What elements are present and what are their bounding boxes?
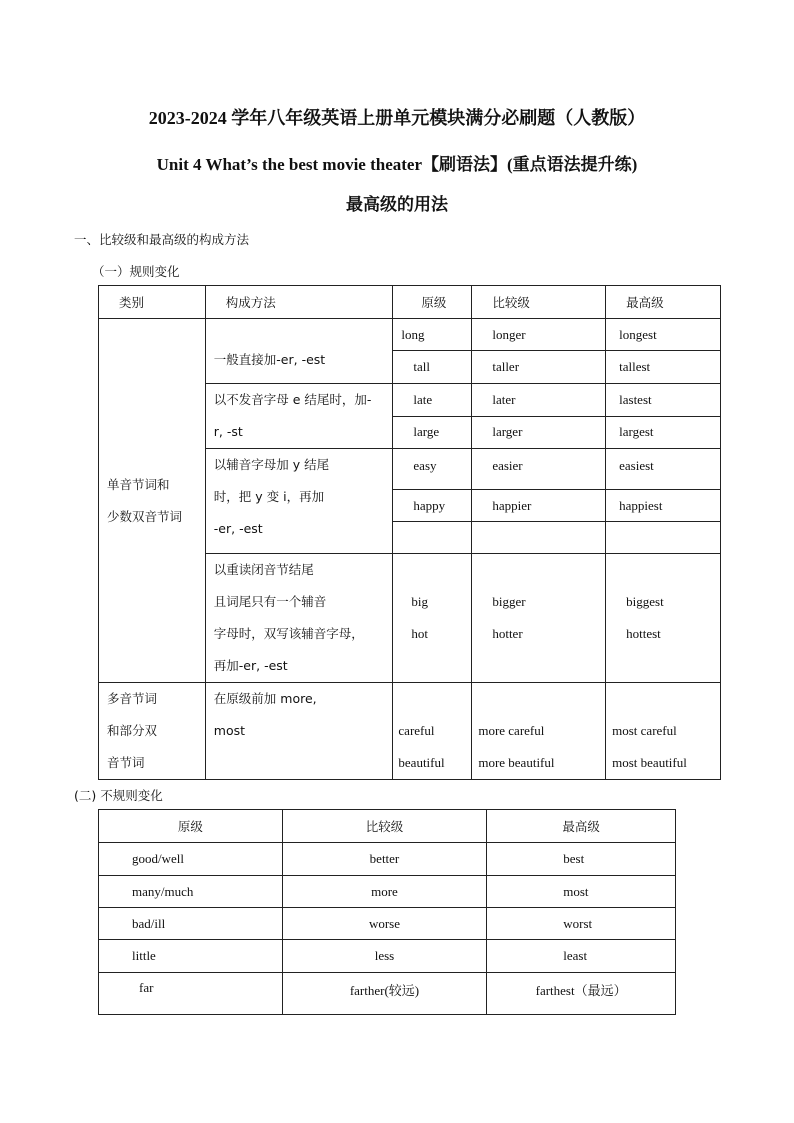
category-line: 少数双音节词 <box>107 508 183 524</box>
header-cell: 构成方法 <box>205 286 393 319</box>
method-line: r, -st <box>213 424 243 439</box>
header-cell: 比较级 <box>282 810 487 843</box>
superlative-cell: lastest <box>606 384 721 417</box>
category-line: 音节词 <box>107 755 145 770</box>
comparative-cell: happier <box>472 490 606 522</box>
method-cell <box>205 319 393 384</box>
base-form-cell <box>393 554 472 683</box>
empty-cell <box>472 522 606 554</box>
base-form-cell: happy <box>393 490 472 522</box>
base-form-cell <box>393 683 472 780</box>
table-row <box>99 940 676 973</box>
base-form-cell: late <box>393 384 472 417</box>
base-form-cell: little <box>99 940 283 973</box>
word: beautiful <box>398 755 445 770</box>
table-row <box>99 876 676 908</box>
comparative-cell: later <box>472 384 606 417</box>
irregular-changes-table <box>98 809 676 1015</box>
word: hotter <box>492 626 523 641</box>
superlative-cell: longest <box>606 319 721 351</box>
method-cell <box>205 683 393 780</box>
comparative-cell <box>472 554 606 683</box>
word: most careful <box>612 723 677 738</box>
word: more careful <box>478 723 545 738</box>
comparative-cell: larger <box>472 416 606 449</box>
category-line: 和部分双 <box>107 723 158 738</box>
empty-cell <box>393 522 472 554</box>
table-row <box>99 683 721 780</box>
word: bigger <box>492 594 526 609</box>
word: biggest <box>626 594 664 609</box>
base-form-cell: long <box>393 319 472 351</box>
superlative-cell: largest <box>606 416 721 449</box>
method-line: 在原级前加 more, <box>213 691 317 706</box>
method-line: 以辅音字母加 y 结尾 <box>213 457 330 472</box>
comparative-cell: more <box>282 876 487 908</box>
unit-title: Unit 4 What’s the best movie theater【刷语法】(重点语法提升练) <box>156 155 638 174</box>
method-line: most <box>213 723 246 738</box>
table-header-row <box>99 810 676 843</box>
method-line: -er, -est <box>213 521 263 536</box>
category-line: 单音节词和 <box>107 476 170 492</box>
word: big <box>411 594 429 609</box>
method-line: 且词尾只有一个辅音 <box>213 594 327 609</box>
superlative-cell: farthest（最远） <box>487 973 676 1015</box>
header-cell: 原级 <box>99 810 283 843</box>
superlative-cell <box>606 683 721 780</box>
comparative-cell: longer <box>472 319 606 351</box>
method-cell <box>205 384 393 449</box>
word: most beautiful <box>612 755 687 770</box>
regular-changes-table <box>98 285 721 780</box>
comparative-cell: easier <box>472 449 606 490</box>
method-line: 以重读闭音节结尾 <box>213 562 314 577</box>
base-form-cell: tall <box>393 351 472 384</box>
superlative-cell: happiest <box>606 490 721 522</box>
superlative-cell: most <box>487 876 676 908</box>
header-cell: 最高级 <box>606 286 721 319</box>
base-form-cell: many/much <box>99 876 283 908</box>
header-cell: 原级 <box>393 286 472 319</box>
word: more beautiful <box>478 755 555 770</box>
table-row <box>99 319 721 351</box>
comparative-cell: better <box>282 843 487 876</box>
base-form-cell: large <box>393 416 472 449</box>
comparative-cell: less <box>282 940 487 973</box>
method-cell <box>205 554 393 683</box>
category-cell <box>99 683 206 780</box>
header-cell: 比较级 <box>472 286 606 319</box>
superlative-cell: worst <box>487 908 676 940</box>
method-line: 以不发音字母 e 结尾时，加- <box>213 392 372 407</box>
superlative-cell: least <box>487 940 676 973</box>
table-row <box>99 908 676 940</box>
empty-cell <box>606 522 721 554</box>
category-line: 多音节词 <box>107 691 158 706</box>
comparative-cell: taller <box>472 351 606 384</box>
method-text: 一般直接加-er, -est <box>213 352 326 367</box>
header-cell: 最高级 <box>487 810 676 843</box>
base-form-cell: good/well <box>99 843 283 876</box>
subsection-heading-regular: （一）规则变化 <box>92 264 180 279</box>
subsection-heading-irregular: (二) 不规则变化 <box>74 788 163 803</box>
category-cell <box>99 319 206 683</box>
base-form-cell: easy <box>393 449 472 490</box>
word: hot <box>411 626 429 641</box>
base-form-cell: bad/ill <box>99 908 283 940</box>
method-line: 时，把 y 变 i，再加 <box>213 489 325 504</box>
table-header-row <box>99 286 721 319</box>
table-row <box>99 843 676 876</box>
method-cell <box>205 449 393 554</box>
section-heading-formation: 一、比较级和最高级的构成方法 <box>74 232 250 247</box>
superlative-cell: easiest <box>606 449 721 490</box>
comparative-cell: worse <box>282 908 487 940</box>
topic-title: 最高级的用法 <box>346 195 448 214</box>
header-cell: 类别 <box>99 286 206 319</box>
document-title: 2023-2024 学年八年级英语上册单元模块满分必刷题（人教版） <box>148 108 646 128</box>
method-line: 再加-er, -est <box>213 658 288 673</box>
comparative-cell <box>472 683 606 780</box>
base-form-cell: far <box>99 973 283 1015</box>
superlative-cell: best <box>487 843 676 876</box>
word: careful <box>398 723 435 738</box>
comparative-cell: farther(较远) <box>282 973 487 1015</box>
word: hottest <box>626 626 661 641</box>
table-row <box>99 973 676 1015</box>
superlative-cell <box>606 554 721 683</box>
superlative-cell: tallest <box>606 351 721 384</box>
method-line: 字母时，双写该辅音字母， <box>213 626 364 641</box>
